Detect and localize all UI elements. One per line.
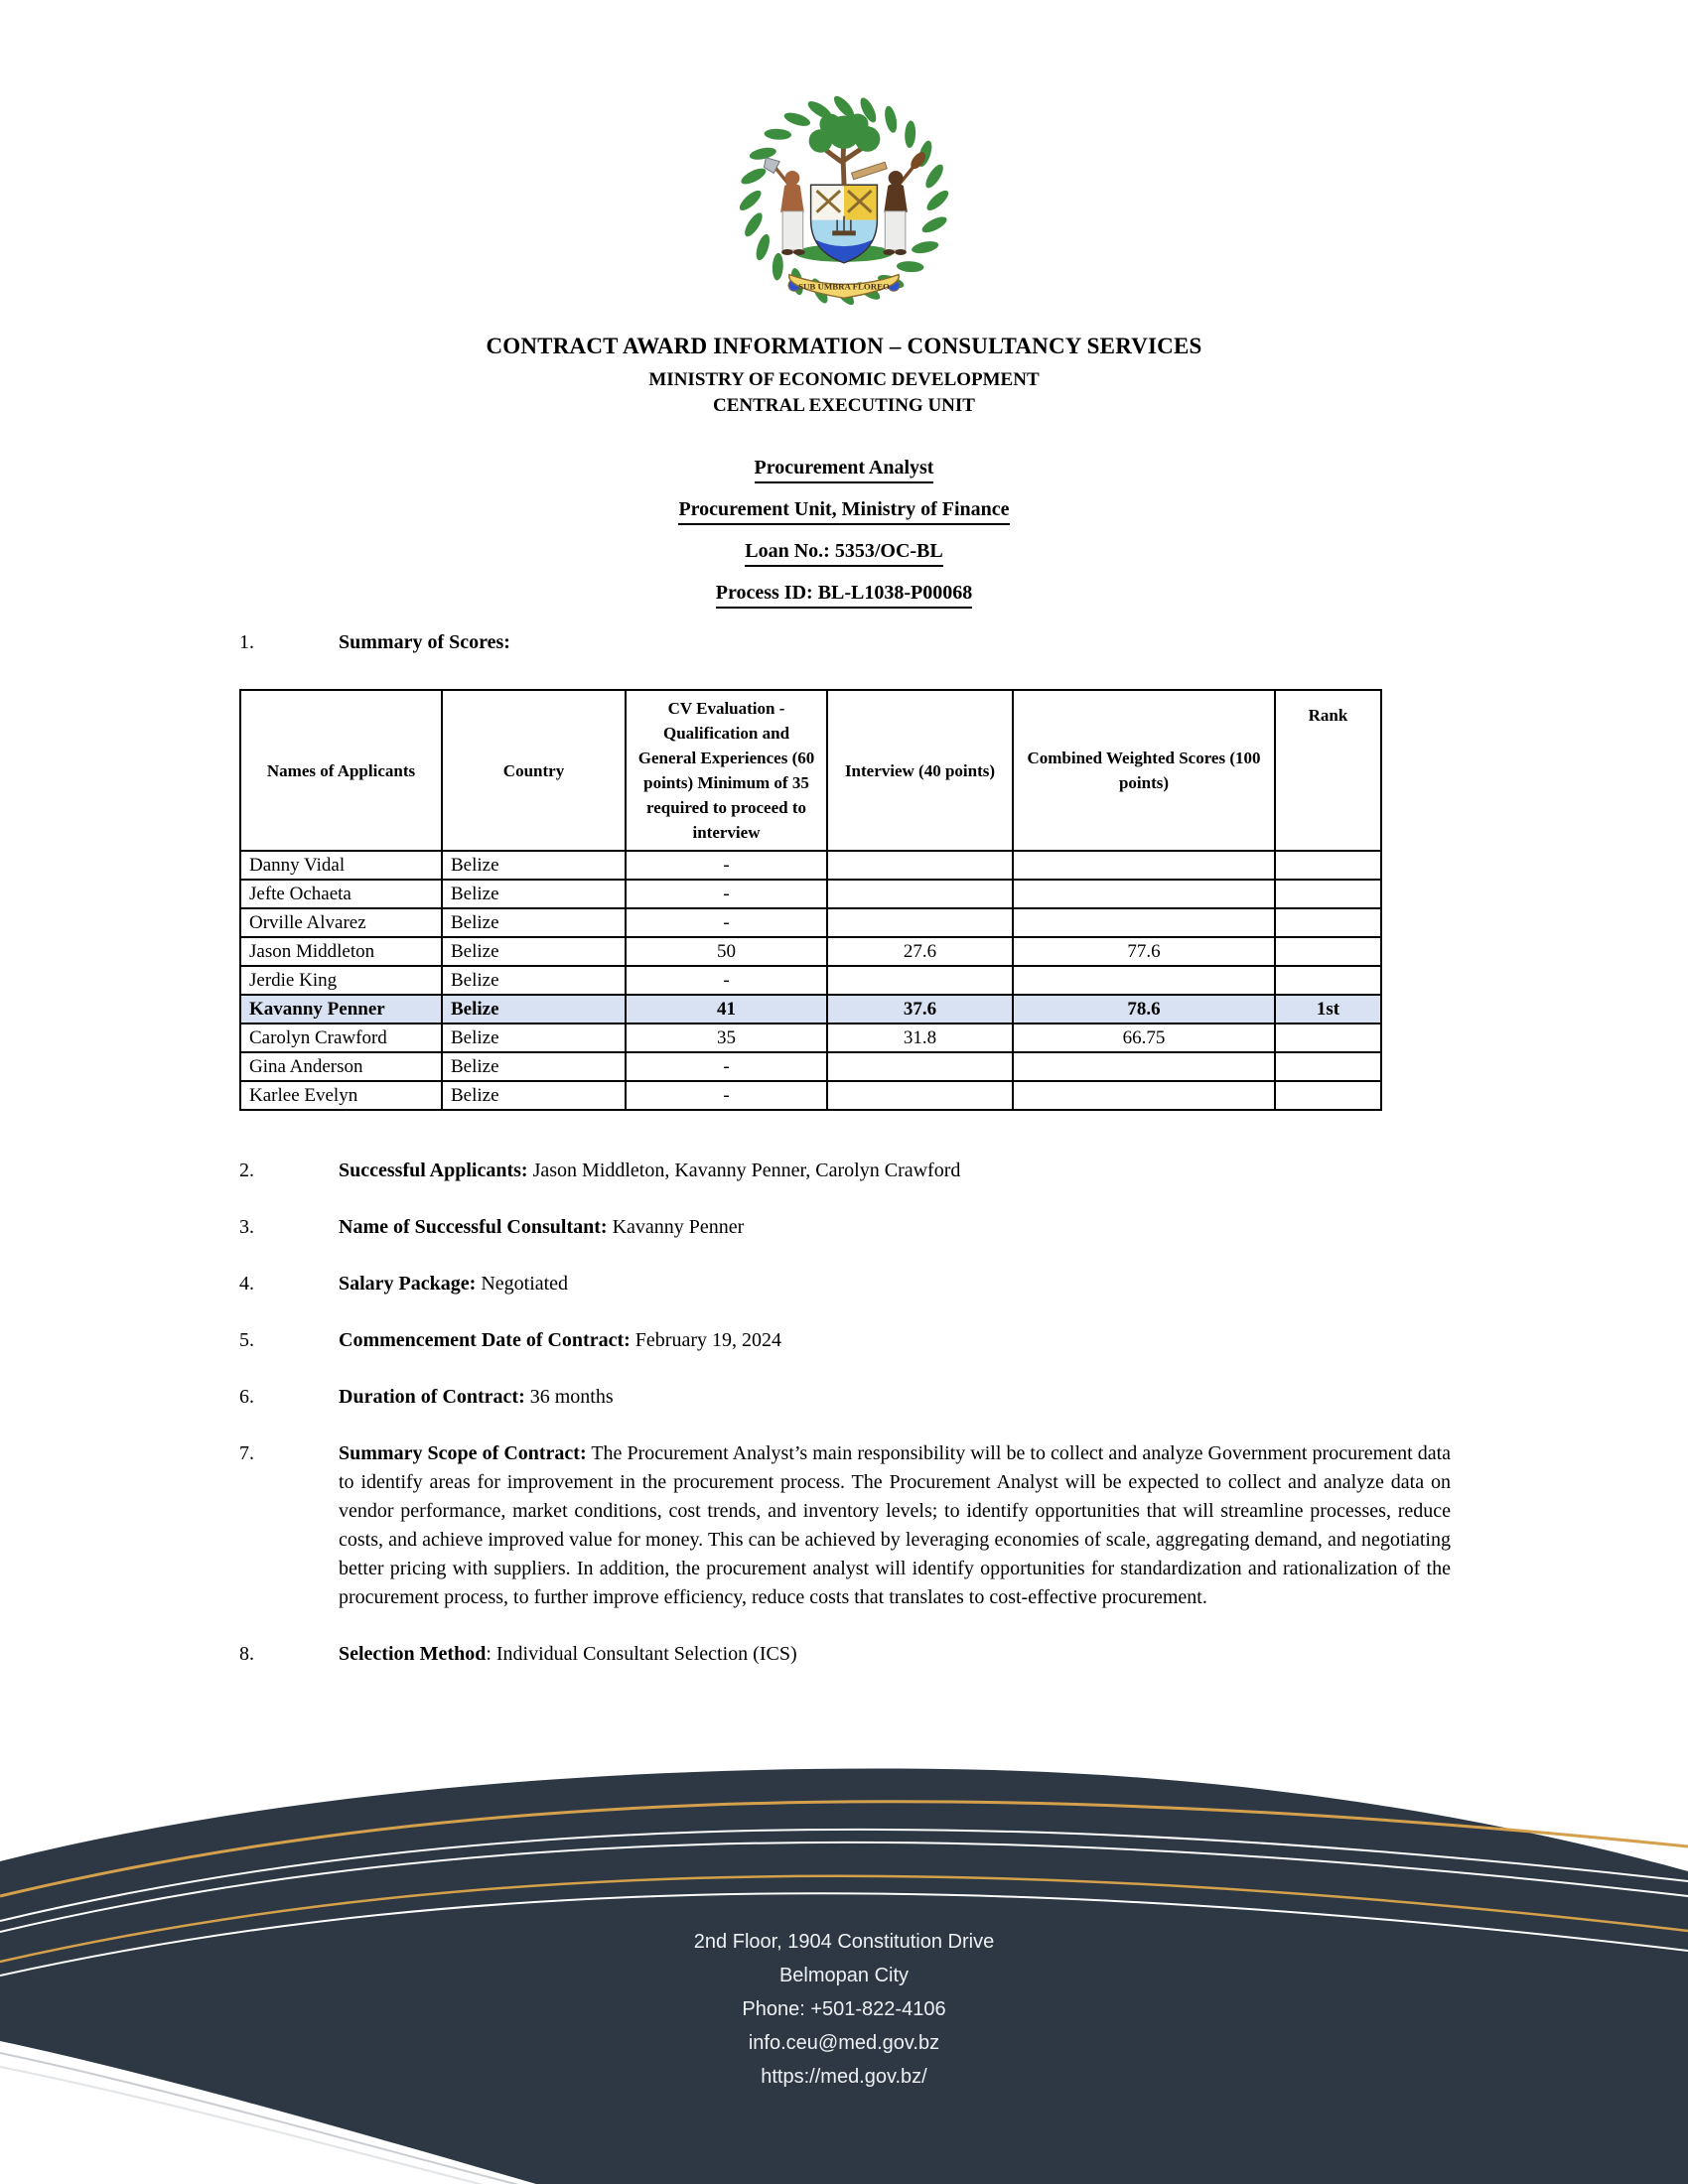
motto-text: SUB UMBRA FLOREO (798, 281, 890, 292)
item-text: Commencement Date of Contract: February 19, 2024 (339, 1329, 781, 1351)
cell-cv: 41 (626, 995, 827, 1024)
cell-cv: - (626, 966, 827, 995)
footer-line-1: Belmopan City (778, 1965, 910, 1986)
cell-name: Carolyn Crawford (240, 1024, 442, 1052)
col-header-combined: Combined Weighted Scores (100 points) (1013, 690, 1275, 851)
item-text: Name of Successful Consultant: Kavanny Penner (339, 1216, 745, 1238)
unit-line: CENTRAL EXECUTING UNIT (713, 395, 975, 416)
table-row (240, 1024, 1381, 1052)
item-label: Summary of Scores: (339, 631, 510, 653)
col-header-interview: Interview (40 points) (827, 690, 1013, 851)
item-label: Duration of Contract: (339, 1386, 525, 1408)
item-number: 4. (239, 1273, 254, 1295)
position-heading-line-2: Loan No.: 5353/OC-BL (0, 540, 1688, 567)
item-5 (0, 1326, 1688, 1355)
cell-name: Kavanny Penner (240, 995, 442, 1024)
col-header-rank: Rank (1275, 690, 1381, 851)
cell-interview: 31.8 (827, 1024, 1013, 1052)
cell-country: Belize (442, 995, 626, 1024)
document-title: CONTRACT AWARD INFORMATION – CONSULTANCY SERVICES (486, 334, 1202, 358)
item-8 (0, 1640, 1688, 1669)
item-label: Commencement Date of Contract: (339, 1329, 631, 1351)
footer-line-0: 2nd Floor, 1904 Constitution Drive (693, 1931, 995, 1953)
footer-line-2: Phone: +501-822-4106 (742, 1998, 946, 2020)
cell-country: Belize (442, 1052, 626, 1081)
cell-combined: 77.6 (1013, 937, 1275, 966)
item-number: 2. (239, 1160, 254, 1181)
cell-rank (1275, 851, 1381, 880)
cell-name: Karlee Evelyn (240, 1081, 442, 1110)
item-number: 6. (239, 1386, 254, 1408)
item-number: 1. (239, 631, 254, 653)
cell-cv: - (626, 851, 827, 880)
item-label: Summary Scope of Contract: (339, 1442, 587, 1464)
cell-combined (1013, 851, 1275, 880)
col-header-cv: CV Evaluation - Qualification and General Experiences (60 points) Minimum of 35 required to proceed to interview (626, 690, 827, 851)
cell-country: Belize (442, 880, 626, 908)
cell-country: Belize (442, 937, 626, 966)
cell-interview (827, 966, 1013, 995)
numbered-items (0, 1157, 1688, 1669)
item-6 (0, 1383, 1688, 1412)
cell-interview (827, 1081, 1013, 1110)
item-1 (0, 628, 1688, 657)
cell-name: Jerdie King (240, 966, 442, 995)
cell-rank (1275, 966, 1381, 995)
item-text: Selection Method: Individual Consultant Selection (ICS) (339, 1643, 797, 1665)
position-heading-line-3: Process ID: BL-L1038-P00068 (0, 582, 1688, 609)
scores-table-header (240, 690, 1381, 851)
item-label: Salary Package: (339, 1273, 477, 1295)
cell-combined: 78.6 (1013, 995, 1275, 1024)
cell-cv: 35 (626, 1024, 827, 1052)
table-row (240, 851, 1381, 880)
cell-interview (827, 908, 1013, 937)
left-figure-icon (764, 158, 804, 255)
mahogany-tree-icon (809, 113, 888, 186)
item-label: Successful Applicants: (339, 1160, 528, 1181)
cell-country: Belize (442, 908, 626, 937)
summary-of-scores-table (239, 689, 1382, 1111)
belize-coat-of-arms-logo (695, 85, 993, 308)
item-number: 3. (239, 1216, 254, 1238)
cell-rank (1275, 1052, 1381, 1081)
position-heading-line-0: Procurement Analyst (0, 457, 1688, 483)
item-number: 7. (239, 1442, 254, 1464)
table-row (240, 908, 1381, 937)
cell-cv: - (626, 880, 827, 908)
footer-address-block (0, 1932, 1688, 2101)
position-heading-lines (0, 457, 1688, 609)
cell-interview (827, 851, 1013, 880)
cell-name: Jason Middleton (240, 937, 442, 966)
cell-country: Belize (442, 1081, 626, 1110)
cell-rank (1275, 937, 1381, 966)
cell-name: Orville Alvarez (240, 908, 442, 937)
cell-cv: 50 (626, 937, 827, 966)
item-text: Summary Scope of Contract: The Procurement Analyst’s main responsibility will be to collect and analyze Government procurement data to identify areas for improvement in the procurement process. The Procurement Analyst will be expected to collect and analyze data on vendor performance, market conditions, cost trends, and inventory levels; to identify opportunities that will streamline processes, reduce costs, and achieve improved value for money. This can be achieved by leveraging economies of scale, aggregating demand, and negotiating better pricing with suppliers. In addition, the procurement analyst will identify opportunities for standardization and rationalization of the procurement process, to further improve efficiency, reduce costs that translates to cost-effective procurement. (339, 1442, 1452, 1608)
cell-combined (1013, 966, 1275, 995)
item-2 (0, 1157, 1688, 1185)
table-row (240, 937, 1381, 966)
cell-cv: - (626, 1052, 827, 1081)
cell-cv: - (626, 1081, 827, 1110)
item-3 (0, 1213, 1688, 1242)
table-row (240, 880, 1381, 908)
table-row (240, 966, 1381, 995)
cell-interview: 37.6 (827, 995, 1013, 1024)
cell-rank: 1st (1275, 995, 1381, 1024)
col-header-country: Country (442, 690, 626, 851)
cell-interview (827, 1052, 1013, 1081)
cell-rank (1275, 1081, 1381, 1110)
item-text: Duration of Contract: 36 months (339, 1386, 614, 1408)
cell-rank (1275, 880, 1381, 908)
cell-combined (1013, 1052, 1275, 1081)
item-4 (0, 1270, 1688, 1298)
item-text: Salary Package: Negotiated (339, 1273, 569, 1295)
footer-band (0, 1747, 1688, 2184)
cell-interview: 27.6 (827, 937, 1013, 966)
footer-line-4: https://med.gov.bz/ (761, 2066, 927, 2088)
cell-combined (1013, 880, 1275, 908)
item-label: Name of Successful Consultant: (339, 1216, 608, 1238)
item-number: 8. (239, 1643, 254, 1665)
ministry-line: MINISTRY OF ECONOMIC DEVELOPMENT (648, 369, 1040, 390)
item-text: Successful Applicants: Jason Middleton, Kavanny Penner, Carolyn Crawford (339, 1160, 961, 1181)
cell-combined: 66.75 (1013, 1024, 1275, 1052)
cell-country: Belize (442, 851, 626, 880)
item-7 (0, 1439, 1688, 1612)
cell-combined (1013, 1081, 1275, 1110)
cell-combined (1013, 908, 1275, 937)
position-heading-line-1: Procurement Unit, Ministry of Finance (0, 498, 1688, 525)
cell-interview (827, 880, 1013, 908)
cell-name: Danny Vidal (240, 851, 442, 880)
cell-name: Gina Anderson (240, 1052, 442, 1081)
cell-name: Jefte Ochaeta (240, 880, 442, 908)
table-row (240, 1052, 1381, 1081)
cell-rank (1275, 1024, 1381, 1052)
cell-rank (1275, 908, 1381, 937)
table-row (240, 1081, 1381, 1110)
item-number: 5. (239, 1329, 254, 1351)
table-row (240, 995, 1381, 1024)
cell-cv: - (626, 908, 827, 937)
col-header-names: Names of Applicants (240, 690, 442, 851)
item-label: Selection Method (339, 1643, 487, 1665)
cell-country: Belize (442, 966, 626, 995)
footer-line-3: info.ceu@med.gov.bz (748, 2032, 940, 2054)
cell-country: Belize (442, 1024, 626, 1052)
